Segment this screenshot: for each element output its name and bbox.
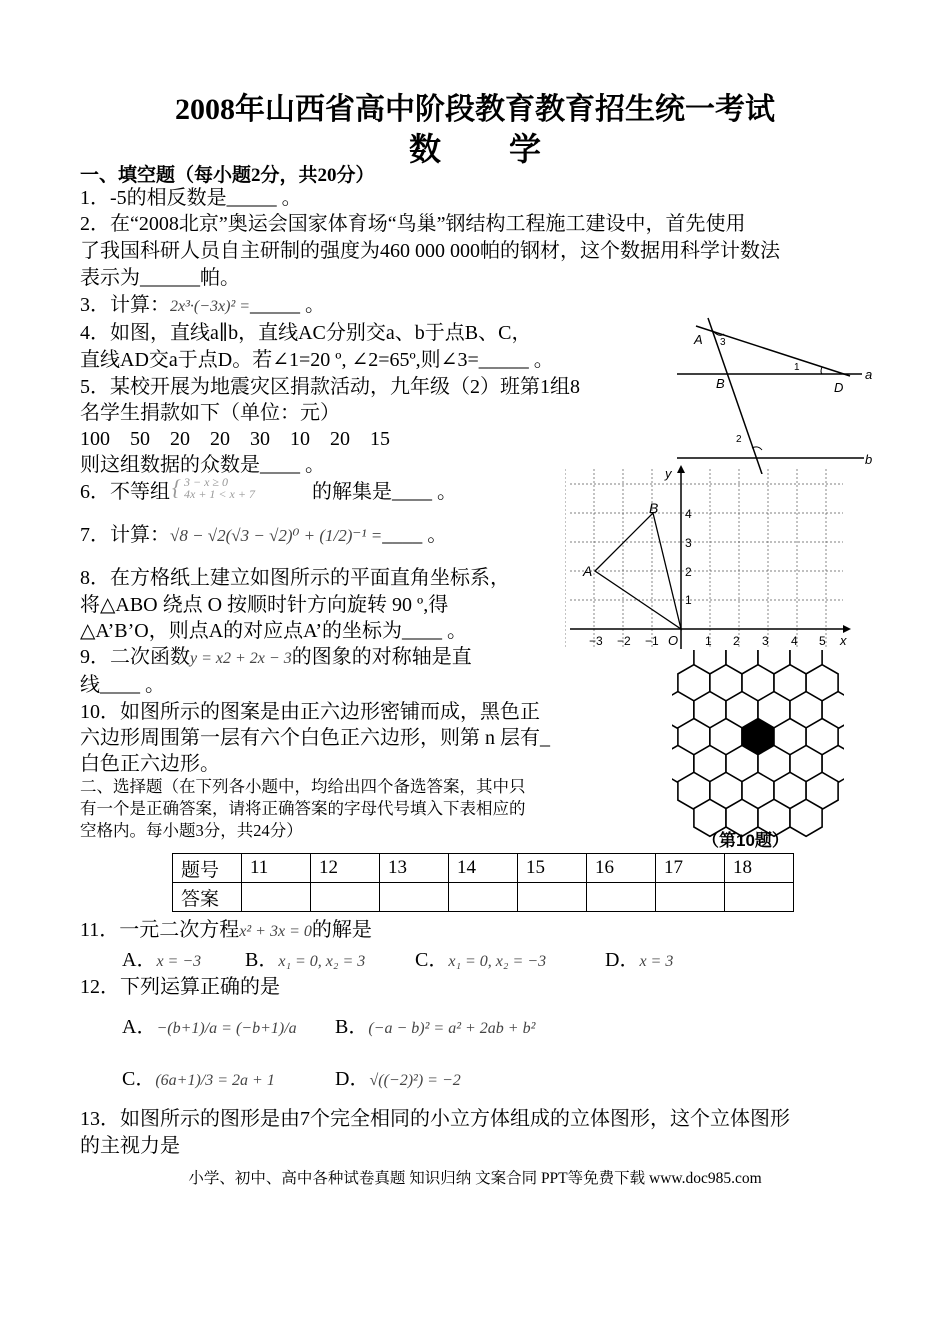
hexagon-tiling-figure xyxy=(672,650,844,855)
white-hexagon xyxy=(790,799,822,836)
question-7-expression: √8 − √2(√3 − √2)⁰ + (1/2)⁻¹ = xyxy=(170,526,383,545)
x-tick-label: 5 xyxy=(819,634,826,648)
option-label: B． xyxy=(335,1016,369,1038)
inequality-bottom: 4x + 1 < x + 7 xyxy=(184,487,255,502)
y-tick-label: 2 xyxy=(685,565,692,579)
question-4-line-1: 4．如图，直线a∥b，直线AC分别交a、b于点B、C， xyxy=(80,322,532,344)
y-axis-label: y xyxy=(665,466,672,481)
option-label: D． xyxy=(335,1068,370,1090)
inequality-top: 3 − x ≥ 0 xyxy=(184,475,229,490)
x-tick-label: 3 xyxy=(762,634,769,648)
option-12d xyxy=(335,1066,461,1094)
exam-title: 2008年山西省高中阶段教育教育招生统一考试 xyxy=(175,93,775,126)
question-6 xyxy=(80,475,457,506)
y-tick-label: 4 xyxy=(685,507,692,521)
option-label: A． xyxy=(122,1016,157,1038)
question-7-suffix: ____ 。 xyxy=(382,524,448,546)
answer-table-row-label: 答案 xyxy=(173,883,242,912)
question-4-line-2: 直线AD交a于点D。若∠1=20 º, ∠2=65º,则∠3=_____ 。 xyxy=(80,349,554,371)
label-angle-1: 1 xyxy=(794,362,800,373)
answer-cell[interactable] xyxy=(380,883,449,912)
answer-table-number: 14 xyxy=(449,854,518,883)
question-3 xyxy=(80,292,325,320)
x-axis-label: x xyxy=(840,633,847,648)
x-axis-arrow-icon xyxy=(843,625,851,633)
answer-table-answer-row xyxy=(173,883,794,912)
answer-table-number: 16 xyxy=(587,854,656,883)
question-3-prefix: 3．计算： xyxy=(80,294,170,316)
question-11 xyxy=(80,917,372,945)
answer-cell[interactable] xyxy=(242,883,311,912)
section-choice-heading-line-2: 有一个是正确答案，请将正确答案的字母代号填入下表相应的 xyxy=(80,799,526,818)
x-tick-label: −2 xyxy=(617,634,631,648)
parallel-lines-figure xyxy=(672,312,884,474)
label-d-point: D xyxy=(834,380,844,395)
x-tick-label: −3 xyxy=(589,634,603,648)
option-11a xyxy=(122,947,201,975)
question-11-prefix: 11．一元二次方程 xyxy=(80,919,240,941)
label-line-b: b xyxy=(865,452,873,467)
question-11-suffix: 的解是 xyxy=(311,919,372,941)
answer-table-number: 12 xyxy=(311,854,380,883)
subject-title: 数 学 xyxy=(408,131,571,167)
origin-label: O xyxy=(668,633,679,648)
brace-icon: { xyxy=(172,475,181,501)
option-expression: (−a − b)² = a² + 2ab + b² xyxy=(368,1020,536,1037)
section-choice-heading-line-1: 二、选择题（在下列各小题中，均给出四个备选答案，其中只 xyxy=(80,777,526,796)
x-tick-label: 4 xyxy=(791,634,798,648)
option-expression: √((−2)²) = −2 xyxy=(369,1072,461,1089)
question-6-suffix: 的解集是____ 。 xyxy=(312,481,457,503)
point-b-label: B xyxy=(649,500,659,516)
question-7 xyxy=(80,522,447,549)
question-8-line-2: 将△ABO 绕点 O 按顺时针方向旋转 90 º,得 xyxy=(80,594,449,616)
y-axis-arrow-icon xyxy=(677,465,685,473)
figure-10-caption: （第10题） xyxy=(702,831,789,850)
question-12: 12．下列运算正确的是 xyxy=(80,976,280,998)
question-10-line-2: 六边形周围第一层有六个白色正六边形，则第 n 层有_ xyxy=(80,727,550,749)
option-expression: x = 3 xyxy=(639,953,674,970)
y-tick-label: 1 xyxy=(685,593,692,607)
option-11d xyxy=(605,947,673,975)
option-12a xyxy=(122,1014,297,1042)
option-expression: x₁ = 0, x₂ = −3 xyxy=(448,953,547,970)
x-tick-label: 2 xyxy=(733,634,740,648)
x-tick-label: −1 xyxy=(645,634,659,648)
hexagon-group xyxy=(672,650,844,836)
answer-cell[interactable] xyxy=(449,883,518,912)
answer-cell[interactable] xyxy=(587,883,656,912)
option-12b xyxy=(335,1014,535,1042)
section-choice-heading-line-3: 空格内。每小题3分，共24分） xyxy=(80,821,303,840)
label-line-a: a xyxy=(865,367,873,382)
question-3-expression: 2x³·(−3x)² = xyxy=(170,298,251,315)
question-5-line-4: 则这组数据的众数是____ 。 xyxy=(80,454,325,476)
inequality-system xyxy=(170,475,312,504)
angle-1-arc xyxy=(821,367,822,374)
option-label: A． xyxy=(122,949,157,971)
question-13-line-1: 13．如图所示的图形是由7个完全相同的小立方体组成的立体图形，这个立体图形 xyxy=(80,1108,790,1130)
question-9 xyxy=(80,644,472,672)
option-11b xyxy=(245,947,365,975)
answer-table xyxy=(172,853,794,912)
answer-table-row-label: 题号 xyxy=(173,854,242,883)
question-10-line-3: 白色正六边形。 xyxy=(80,753,220,775)
option-label: B． xyxy=(245,949,279,971)
section-fill-in-heading: 一、填空题（每小题2分，共20分） xyxy=(80,165,375,186)
answer-table-number: 18 xyxy=(725,854,794,883)
question-2-line-3: 表示为______帕。 xyxy=(80,267,240,289)
answer-cell[interactable] xyxy=(518,883,587,912)
answer-cell[interactable] xyxy=(656,883,725,912)
question-9-suffix: 的图象的对称轴是直 xyxy=(291,646,472,668)
question-7-prefix: 7．计算： xyxy=(80,524,170,546)
option-expression: −(b+1)/a = (−b+1)/a xyxy=(156,1020,297,1037)
option-label: C． xyxy=(122,1068,156,1090)
option-11c xyxy=(415,947,546,975)
y-tick-label: 3 xyxy=(685,536,692,550)
question-6-prefix: 6．不等组 xyxy=(80,481,170,503)
label-b-point: B xyxy=(716,376,725,391)
question-9-line-2: 线____ 。 xyxy=(80,674,165,696)
question-2-line-2: 了我国科研人员自主研制的强度为460 000 000帕的钢材，这个数据用科学计数法 xyxy=(80,240,780,262)
answer-cell[interactable] xyxy=(725,883,794,912)
x-tick-label: 1 xyxy=(705,634,712,648)
question-2-line-1: 2．在“2008北京”奥运会国家体育场“鸟巢”钢结构工程施工建设中，首先使用 xyxy=(80,213,746,235)
option-label: D． xyxy=(605,949,640,971)
question-9-prefix: 9．二次函数 xyxy=(80,646,190,668)
question-11-expression: x² + 3x = 0 xyxy=(239,923,312,940)
question-8-line-3: △A’B’O，则点A的对应点A’的坐标为____ 。 xyxy=(80,620,468,642)
answer-table-number: 13 xyxy=(380,854,449,883)
answer-table-number: 17 xyxy=(656,854,725,883)
answer-table-header-row xyxy=(173,854,794,883)
point-a-label: A xyxy=(583,563,593,579)
line-ac xyxy=(708,318,762,474)
question-1: 1．-5的相反数是_____ 。 xyxy=(80,187,302,209)
question-5-line-1: 5．某校开展为地震灾区捐款活动，九年级（2）班第1组8 xyxy=(80,376,580,398)
option-label: C． xyxy=(415,949,449,971)
question-5-line-2: 名学生捐款如下（单位：元） xyxy=(80,402,340,424)
answer-table-number: 15 xyxy=(518,854,587,883)
question-5-data: 100 50 20 20 30 10 20 15 xyxy=(80,428,390,450)
answer-cell[interactable] xyxy=(311,883,380,912)
label-a-point: A xyxy=(694,332,703,347)
label-angle-2: 2 xyxy=(736,434,742,445)
question-10-line-1: 10．如图所示的图案是由正六边形密铺而成，黑色正 xyxy=(80,701,540,723)
label-angle-3: 3 xyxy=(720,337,726,348)
option-expression: (6a+1)/3 = 2a + 1 xyxy=(155,1072,275,1089)
option-expression: x₁ = 0, x₂ = 3 xyxy=(278,953,366,970)
question-9-expression: y = x2 + 2x − 3 xyxy=(190,650,292,667)
question-3-suffix: _____ 。 xyxy=(250,294,326,316)
option-12c xyxy=(122,1066,275,1094)
question-13-line-2: 的主视力是 xyxy=(80,1135,180,1157)
option-expression: x = −3 xyxy=(156,953,202,970)
question-8-line-1: 8．在方格纸上建立如图所示的平面直角坐标系， xyxy=(80,567,510,589)
footer-text: 小学、初中、高中各种试卷真题 知识归纳 文案合同 PPT等免费下载 www.doc985.com xyxy=(188,1170,762,1187)
coordinate-grid-figure xyxy=(565,463,853,653)
answer-table-number: 11 xyxy=(242,854,311,883)
